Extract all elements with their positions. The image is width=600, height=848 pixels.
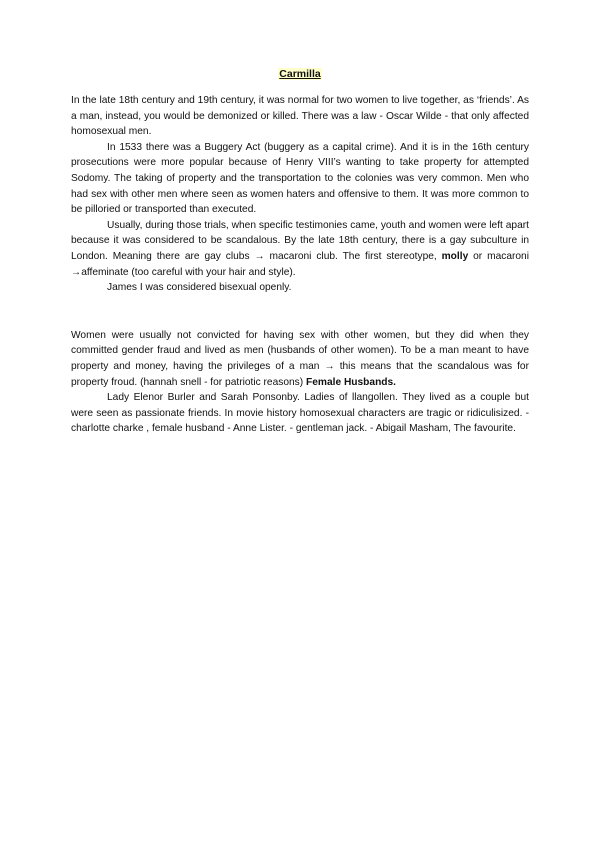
paragraph-3 — [71, 218, 529, 280]
paragraph-4: James I was considered bisexual openly. — [107, 282, 292, 294]
paragraph-3-post: or macaroni →affeminate (too careful with your hair and style). — [71, 250, 529, 278]
paragraph-5-pre: Women were usually not convicted for having sex with other women, but they did when they committed gender fraud and lived as men (husbands of other women). To be a man meant to have property and money, having the privileges of a man → this means that the scandalous was for property froud. (hannah snell - for patriotic reasons) — [71, 329, 529, 388]
paragraph-1: In the late 18th century and 19th century, it was normal for two women to live together, as ‘friends’. As a man, instead, you would be demonized or killed. There was a law - Oscar Wilde - that only affected homosexual men. — [71, 95, 529, 138]
paragraph-5 — [71, 328, 529, 390]
document-title — [71, 68, 529, 80]
document-body — [71, 68, 529, 437]
paragraph-5-bold: Female Husbands. — [306, 376, 397, 388]
paragraph-3-bold: molly — [441, 250, 469, 262]
paragraph-6: Lady Elenor Burler and Sarah Ponsonby. Ladies of llangollen. They lived as a couple but were seen as passionate friends. In movie history homosexual characters are tragic or ridiculisized. - charlotte charke , female husband - Anne Lister. - gentleman jack. - Abigail Masham, The favourite. — [71, 392, 529, 435]
title-highlight: Carmilla — [279, 68, 321, 80]
paragraph-2: In 1533 there was a Buggery Act (buggery as a capital crime). And it is in the 16th century prosecutions were more popular because of Henry VIII’s wanting to take property for attempted Sodomy. The taking of property and the transportation to the colonies was very common. Men who had sex with other men where seen as women haters and offensive to them. It was more common to be pilloried or transported than executed. — [71, 141, 529, 216]
paragraph-3-pre: Usually, during those trials, when specific testimonies came, youth and women were left apart because it was considered to be scandalous. By the late 18th century, there is a gay subculture in London. Meaning there are gay clubs → macaroni club. The first stereotype, — [71, 219, 529, 262]
